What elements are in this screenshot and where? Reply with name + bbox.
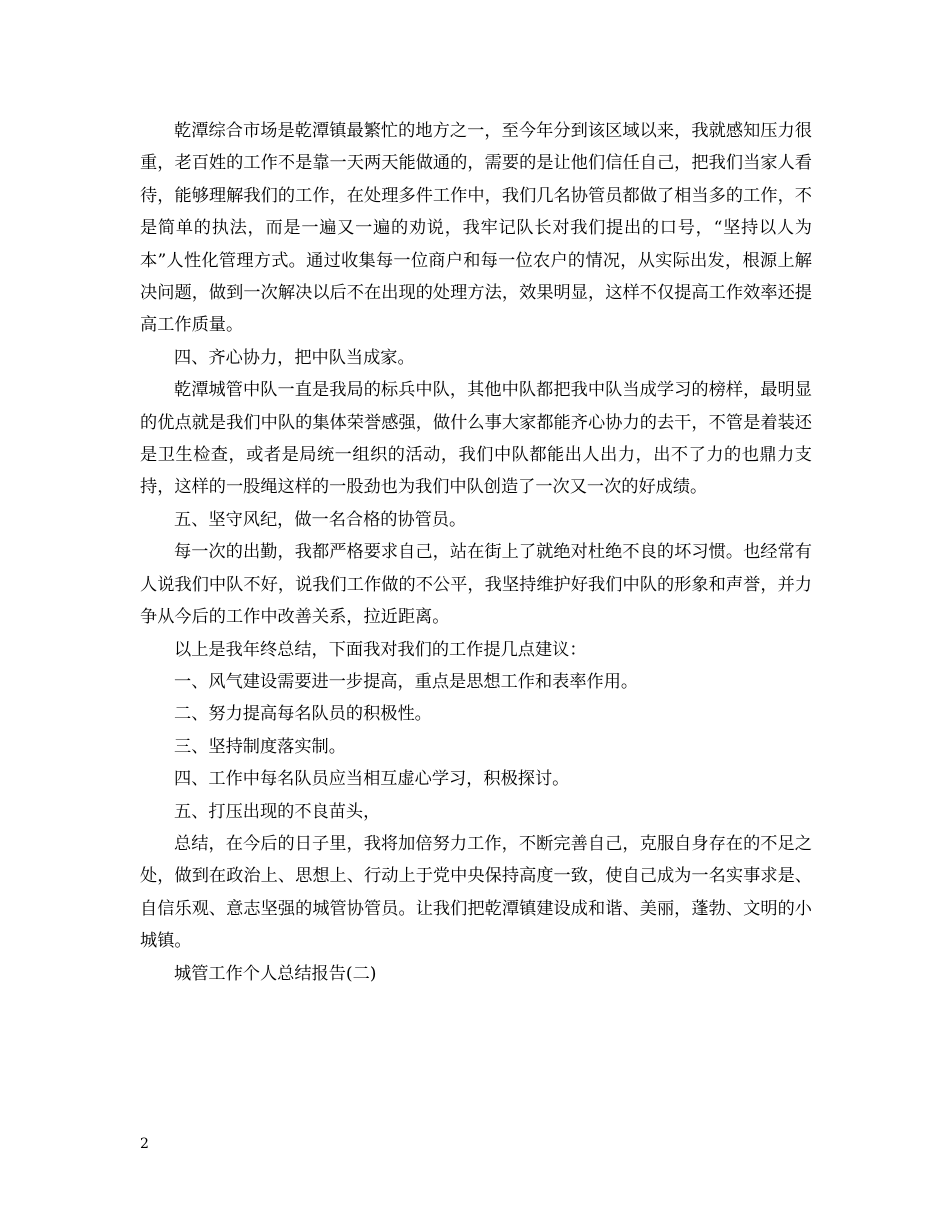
suggestion-item-1: 一、风气建设需要进一步提高，重点是思想工作和表率作用。 (174, 671, 639, 692)
paragraph-discipline: 每一次的出勤，我都严格要求自己，站在街上了就绝对杜绝不良的坏习惯。也经常有人说我们中队不好，说我们工作做的不公平，我坚持维护好我们中队的形象和声誉，并力争从今后的工作中改善关系，拉近距离。 (140, 542, 812, 628)
document-body (140, 115, 812, 990)
paragraph-suggestions-intro: 以上是我年终总结，下面我对我们的工作提几点建议： (174, 639, 587, 660)
paragraph-team-spirit: 乾潭城管中队一直是我局的标兵中队，其他中队都把我中队当成学习的榜样，最明显的优点就是我们中队的集体荣誉感强，做什么事大家都能齐心协力的去干，不管是着装还是卫生检查，或者是局统一组织的活动，我们中队都能出人出力，出不了力的也鼎力支持，这样的一股绳这样的一股劲也为我们中队创造了一次又一次的好成绩。 (140, 380, 812, 498)
next-report-title: 城管工作个人总结报告(二) (174, 963, 377, 984)
paragraph-conclusion: 总结，在今后的日子里，我将加倍努力工作，不断完善自己，克服自身存在的不足之处，做到在政治上、思想上、行动上于党中央保持高度一致，使自己成为一名实事求是、自信乐观、意志坚强的城管协管员。让我们把乾潭镇建设成和谐、美丽，蓬勃、文明的小城镇。 (140, 833, 812, 952)
paragraph-market-work: 乾潭综合市场是乾潭镇最繁忙的地方之一，至今年分到该区域以来，我就感知压力很重，老百姓的工作不是靠一天两天能做通的，需要的是让他们信任自己，把我们当家人看待，能够理解我们的工作，在处理多件工作中，我们几名协管员都做了相当多的工作，不是简单的执法，而是一遍又一遍的劝说，我牢记队长对我们提出的口号，“坚持以人为本”人性化管理方式。通过收集每一位商户和每一位农户的情况，从实际出发，根源上解决问题，做到一次解决以后不在出现的处理方法，效果明显，这样不仅提高工作效率还提高工作质量。 (140, 121, 812, 336)
suggestion-item-4: 四、工作中每名队员应当相互虚心学习，积极探讨。 (174, 769, 570, 790)
page-number: 2 (140, 1136, 149, 1152)
heading-section-four: 四、齐心协力，把中队当成家。 (174, 347, 415, 368)
heading-section-five: 五、坚守风纪，做一名合格的协管员。 (174, 509, 467, 530)
suggestion-item-2: 二、努力提高每名队员的积极性。 (174, 704, 432, 725)
suggestion-item-5: 五、打压出现的不良苗头， (174, 801, 381, 822)
suggestion-item-3: 三、坚持制度落实制。 (174, 736, 346, 757)
